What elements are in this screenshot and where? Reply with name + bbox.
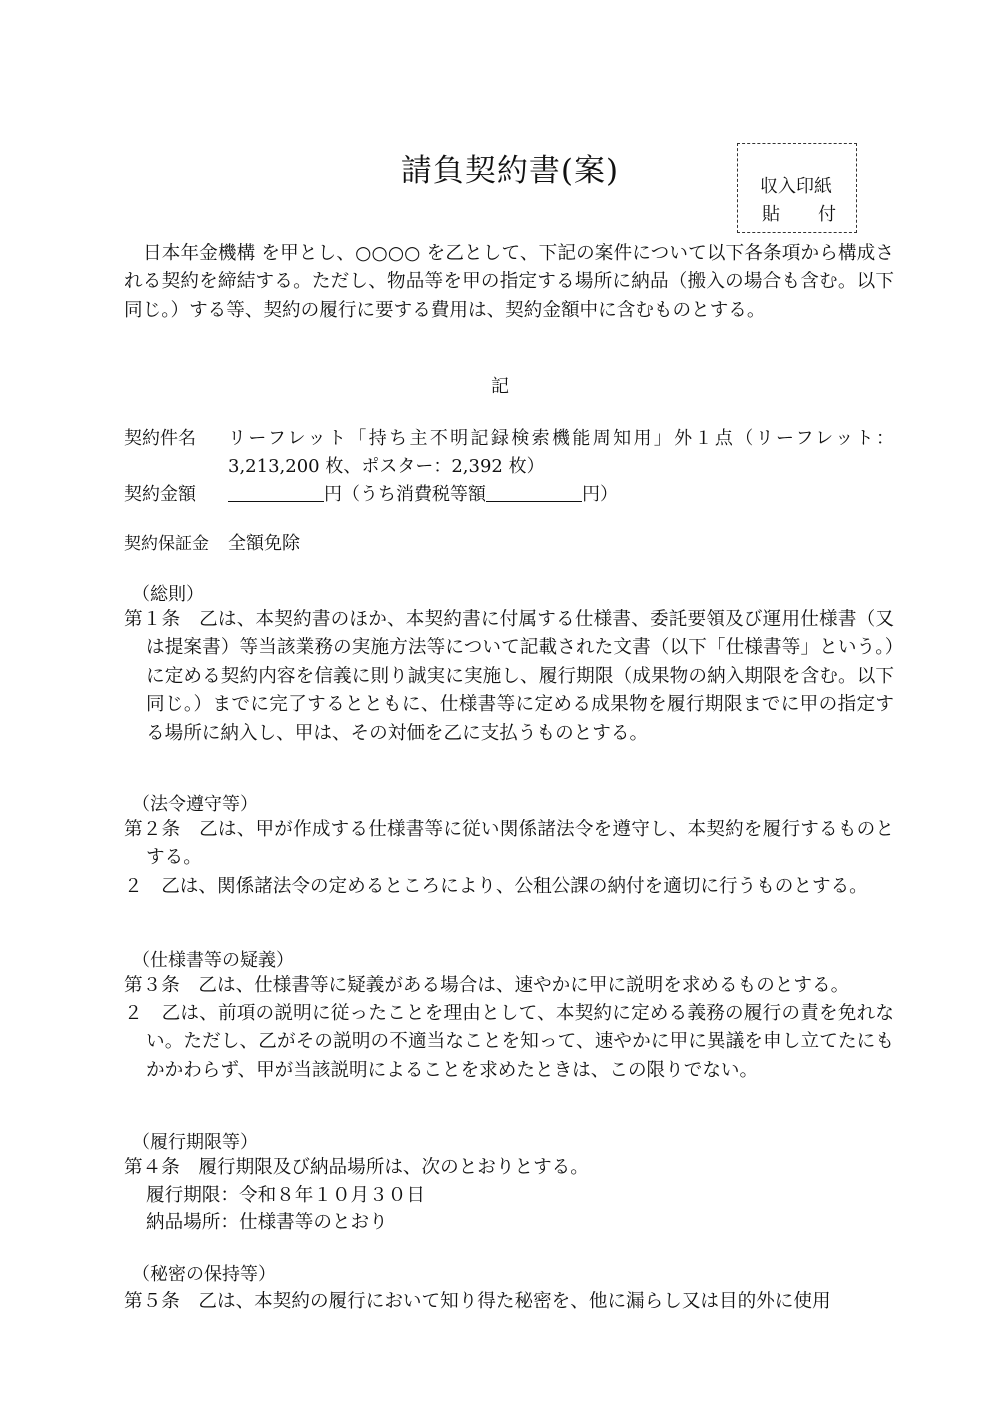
page-title: 請負契約書(案) <box>400 153 620 189</box>
article1-text: 第１条 乙は、本契約書のほか、本契約書に付属する仕様書、委託要領及び運用仕様書（又は提案書）等当該業務の実施方法等について記載された文書（以下「仕様書等」という。）に定める契約内容を信義に則り誠実に実施し、履行期限（成果物の納入期限を含む。以下同じ。）までに完了するとともに、仕様書等に定める成果物を履行期限までに甲の指定する場所に納入し、甲は、その対価を乙に支払うものとする。 <box>124 609 894 744</box>
guarantee-value: 全額免除 <box>228 533 300 554</box>
article2-text: 第２条 乙は、甲が作成する仕様書等に従い関係諸法令を遵守し、本契約を履行するものとする。 <box>124 819 894 869</box>
amount-tax-end: 円） <box>582 484 618 505</box>
article2-heading: （法令遵守等） <box>132 794 258 815</box>
article4-deadline: 履行期限：令和８年１０月３０日 <box>146 1185 425 1206</box>
article5-heading: （秘密の保持等） <box>132 1264 276 1285</box>
contract-name-label <box>124 425 224 453</box>
intro-paragraph: 日本年金機構 を甲とし、○○○○ を乙として、下記の案件について以下各条項から構成される契約を締結する。ただし、物品等を甲の指定する場所に納品（搬入の場合も含む。以下同じ。）する等、契約の履行に要する費用は、契約金額中に含むものとする。 <box>124 243 894 321</box>
guarantee-label: 契約保証金 <box>124 534 209 554</box>
tax-blank <box>486 481 582 502</box>
contract-amount-row <box>124 481 618 509</box>
revenue-stamp-box <box>737 143 857 233</box>
amount-blank <box>228 481 324 502</box>
article3-heading: （仕様書等の疑義） <box>132 950 294 971</box>
article3-text: 第３条 乙は、仕様書等に疑義がある場合は、速やかに甲に説明を求めるものとする。 <box>124 975 850 996</box>
article1-heading: （総則） <box>132 584 204 605</box>
ki-marker: 記 <box>491 376 509 397</box>
contract-amount-value <box>228 481 618 509</box>
article4-text: 第４条 履行期限及び納品場所は、次のとおりとする。 <box>124 1157 589 1178</box>
stamp-label-paste: 貼 <box>762 204 780 225</box>
article5-text: 第５条 乙は、本契約の履行において知り得た秘密を、他に漏らし又は目的外に使用 <box>124 1291 831 1312</box>
contract-amount-label: 契約金額 <box>124 484 196 505</box>
amount-tax-text: 円（うち消費税等額 <box>324 484 486 505</box>
guarantee-row <box>124 530 300 558</box>
article4-place: 納品場所：仕様書等のとおり <box>146 1212 388 1233</box>
article2-paragraph2: ２ 乙は、関係諸法令の定めるところにより、公租公課の納付を適切に行うものとする。 <box>124 876 868 897</box>
stamp-label-line1: 収入印紙 <box>760 176 832 197</box>
article4-heading: （履行期限等） <box>132 1132 258 1153</box>
article3-paragraph2: ２ 乙は、前項の説明に従ったことを理由として、本契約に定める義務の履行の責を免れない。ただし、乙がその説明の不適当なことを知って、速やかに甲に異議を申し立てたにもかかわらず、甲が当該説明によることを求めたときは、この限りでない。 <box>124 1003 894 1081</box>
stamp-label-attach: 付 <box>818 204 836 225</box>
contract-name-value: リーフレット「持ち主不明記録検索機能周知用」外１点（リーフレット：3,213,200 枚、ポスター：2,392 枚） <box>228 428 894 477</box>
stamp-label-line2 <box>762 200 836 226</box>
contract-name-label-text: 契約件名 <box>124 428 196 449</box>
